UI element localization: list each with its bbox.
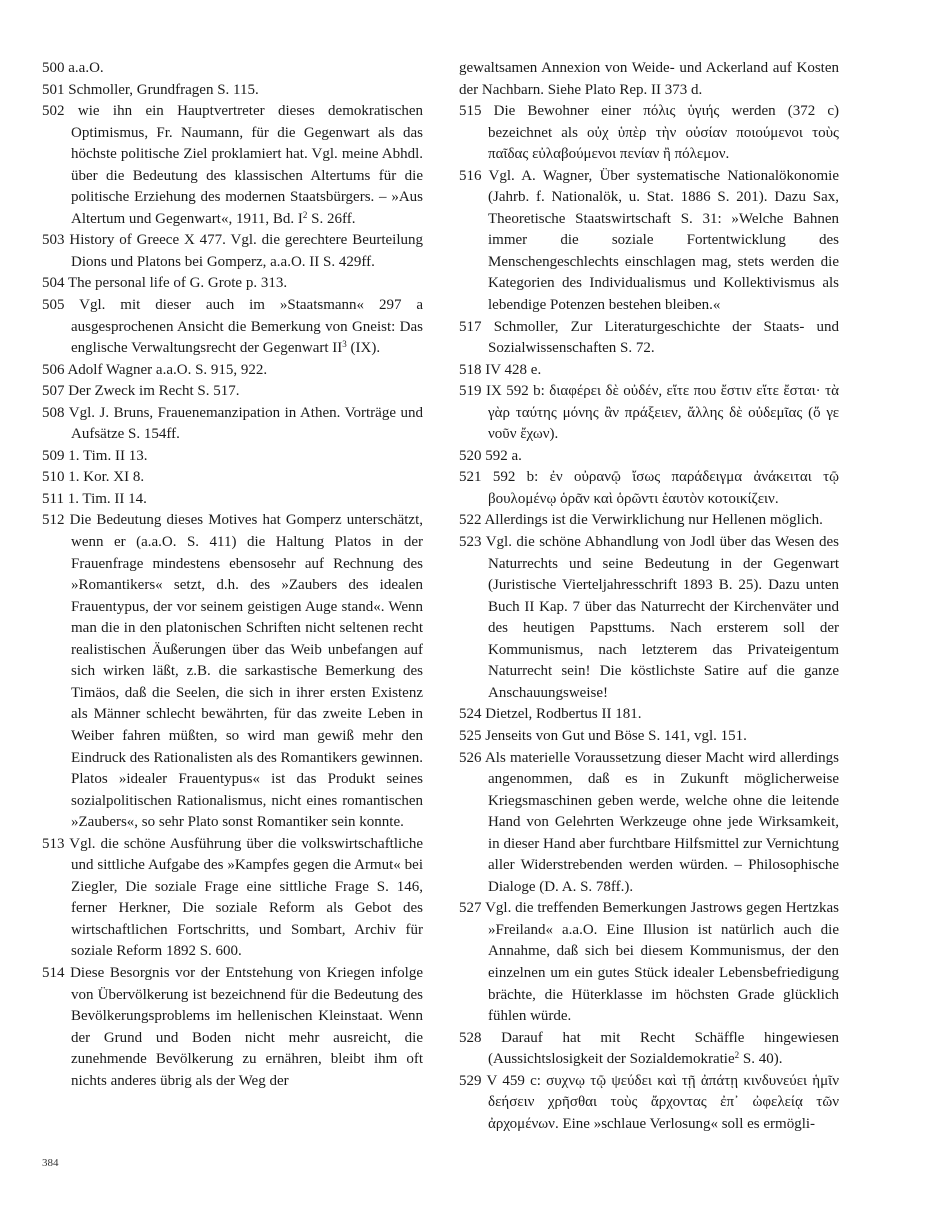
footnote bbox=[42, 510, 423, 833]
footnote-text: 1. Tim. II 14. bbox=[67, 490, 147, 507]
footnote-number: 506 bbox=[42, 361, 65, 378]
footnote-superscript: 3 bbox=[342, 339, 347, 350]
footnote bbox=[42, 446, 423, 468]
footnote-number: 528 bbox=[459, 1029, 482, 1046]
footnote-text: Dietzel, Rodbertus II 181. bbox=[485, 706, 642, 723]
footnote-number: 510 bbox=[42, 469, 65, 486]
footnote-number: 509 bbox=[42, 447, 65, 464]
footnote-text: 1. Kor. XI 8. bbox=[68, 469, 145, 486]
footnote-text: History of Greece X 477. Vgl. die gerechtere Beurteilung Dions und Platons bei Gomperz, a.a.O. II S. 429ff. bbox=[69, 232, 424, 270]
footnote-number: 522 bbox=[459, 512, 482, 529]
footnote-number: 529 bbox=[459, 1072, 482, 1089]
footnote-number: 524 bbox=[459, 706, 482, 723]
footnote-number: 502 bbox=[42, 103, 65, 120]
footnote bbox=[42, 58, 423, 80]
footnotes-left-column bbox=[42, 58, 423, 1092]
footnote-number: 517 bbox=[459, 318, 482, 335]
footnote-number: 507 bbox=[42, 383, 65, 400]
footnote bbox=[459, 166, 839, 317]
footnote-text: Der Zweck im Recht S. 517. bbox=[68, 383, 240, 400]
footnote-text: a.a.O. bbox=[68, 60, 104, 76]
footnote bbox=[42, 273, 423, 295]
footnote bbox=[459, 510, 839, 532]
footnote bbox=[459, 1071, 839, 1136]
footnote-text-tail: S. 26ff. bbox=[307, 210, 356, 227]
footnote-number: 501 bbox=[42, 81, 65, 98]
footnote-text: Vgl. die schöne Abhandlung von Jodl über das Wesen des Naturrechts und seine Bedeutung in der Gegenwart (Juristische Vierteljahresschrift 1893 B. 25). Dazu unten Buch II Kap. 7 über das Naturrecht der Kirchenväter und des heutigen Papsttums. Nach ersterem soll der Kommunismus, nach letzterem das Privateigentum Naturrecht sein! Die köstlichste Satire auf die ganze Anschauungsweise! bbox=[485, 534, 839, 701]
footnote-text: V 459 c: συχνῳ τῷ ψεύδει καὶ τῇ ἀπάτῃ κινδυνεύει ἡμῖν δεήσειν χρῆσθαι τοὺς ἄρχοντας ἐπ᾽ ὠφελείᾳ τῶν ἀρχομένων. Eine »schlaue Verlosung« soll es ermögli- bbox=[486, 1072, 840, 1132]
footnote-number: 512 bbox=[42, 512, 65, 529]
footnote bbox=[42, 403, 423, 446]
footnote-text: wie ihn ein Hauptvertreter dieses demokratischen Optimismus, Fr. Naumann, für die Gegenwart als das höchste politische Ziel proklamiert hat. Vgl. meine Abhdl. über die Bedeutung des klassischen Altertums für die politische Erziehung des modernen Staatsbürgers. – »Aus Altertum und Gegenwart«, 1911, Bd. I bbox=[71, 103, 424, 227]
footnote-number: 508 bbox=[42, 404, 65, 421]
footnote bbox=[459, 1028, 839, 1071]
footnote-number: 520 bbox=[459, 447, 482, 464]
footnote bbox=[42, 360, 423, 382]
footnote-number: 525 bbox=[459, 727, 482, 744]
footnote-text: Allerdings ist die Verwirklichung nur Hellenen möglich. bbox=[484, 512, 823, 529]
footnote-text: 592 a. bbox=[485, 447, 522, 464]
footnote bbox=[42, 80, 423, 102]
footnote-text: Schmoller, Zur Literaturgeschichte der Staats- und Sozialwissenschaften S. 72. bbox=[488, 318, 840, 357]
footnotes-right-column bbox=[459, 58, 839, 1135]
footnote bbox=[459, 748, 839, 899]
footnote-text-tail: (IX). bbox=[346, 340, 381, 357]
footnote-text: IX 592 b: διαφέρει δὲ οὐδέν, εἴτε που ἔστιν εἴτε ἔσται· τὰ γὰρ ταύτης μόνης ἂν πράξειεν, ἄλλης δὲ οὐδεμῖας (ὅ γε νοῦν ἔχων). bbox=[485, 383, 840, 443]
footnote-text: Die Bedeutung dieses Motives hat Gomperz unterschätzt, wenn er (a.a.O. S. 411) die Haltung Platos in der Frauenfrage mindestens ebensosehr auf Rechnung des »Romantikers« setzt, d.h. des »Zaubers des idealen Frauentypus, der vor seinem geistigen Auge stand«. Wenn man die in den platonischen Schriften nicht seltenen recht realistischen Äußerungen über das Weib unbefangen auf sich wirken läßt, z.B. die sarkastische Bemerkung des Timäos, daß die Seelen, die sich in ihrer ersten Existenz als Männer schlecht bewährten, für das zweite Leben in Weiber fahren müßten, so wird man gewiß mehr den Eindruck des Rationalisten als des Romantikers gewinnen. Platos »idealer Frauentypus« ist das Produkt seines sozialpolitischen Rationalismus, nicht eines romantischen »Zaubers«, so sehr Plato sonst Romantiker sein konnte. bbox=[69, 512, 424, 831]
footnote bbox=[459, 101, 839, 166]
footnote-continuation: gewaltsamen Annexion von Weide- und Ackerland auf Kosten der Nachbarn. Siehe Plato Rep. II 373 d. bbox=[459, 60, 839, 98]
footnote-number: 500 bbox=[42, 60, 65, 76]
footnote-text: Vgl. A. Wagner, Über systematische Nationalökonomie (Jahrb. f. Nationalök, u. Stat. 1886 S. 201). Dazu Sax, Theoretische Staatswirtschaft S. 31: »Welche Bahnen immer die soziale Fortentwicklung des Menschengeschlechts einschlagen mag, stets werden die Kategorien des Individualismus und Kollektivismus als lebendige Potenzen bestehen bleiben.« bbox=[488, 167, 840, 314]
footnote-text: Jenseits von Gut und Böse S. 141, vgl. 151. bbox=[485, 727, 747, 744]
footnote-number: 513 bbox=[42, 835, 65, 852]
footnote-text: The personal life of G. Grote p. 313. bbox=[67, 275, 288, 292]
footnote-text: Als materielle Voraussetzung dieser Macht wird allerdings angenommen, daß es in Zukunft möglicherweise Kriegsmaschinen geben werde, welche ohne die leitende Hand von Gelehrten Werkzeuge ohne jede Wirksamkeit, in dieser Hand aber furchtbare Hilfsmittel zur Vernichtung aller Widerstrebenden werden würden. – Philosophische Dialoge (D. A. S. 78ff.). bbox=[484, 749, 839, 895]
footnote-text: 1. Tim. II 13. bbox=[68, 447, 148, 464]
footnote-text: Darauf hat mit Recht Schäffle hingewiesen (Aussichtslosigkeit der Sozialdemokratie bbox=[488, 1029, 840, 1068]
footnote-text: Vgl. die treffenden Bemerkungen Jastrows gegen Hertzkas »Freiland« a.a.O. Eine Illusion ist natürlich auch die Annahme, daß sich bei diesem Kommunismus, der den einzelnen um ein gutes Stück idealer Lebensbefriedigung brächte, die Hüterklasse im höchsten Grade glücklich fühlen würde. bbox=[485, 900, 839, 1025]
footnote bbox=[42, 295, 423, 360]
footnote bbox=[459, 317, 839, 360]
footnote bbox=[459, 381, 839, 446]
footnote-number: 521 bbox=[459, 469, 482, 486]
footnote-number: 503 bbox=[42, 232, 65, 249]
footnote-number: 527 bbox=[459, 900, 482, 917]
footnote-number: 523 bbox=[459, 534, 482, 551]
footnote-number: 515 bbox=[459, 103, 482, 120]
footnote-number: 514 bbox=[42, 964, 65, 981]
footnote bbox=[42, 230, 423, 273]
footnote bbox=[459, 898, 839, 1027]
footnote bbox=[42, 489, 423, 511]
footnote bbox=[42, 834, 423, 963]
footnote bbox=[459, 360, 839, 382]
footnote bbox=[42, 381, 423, 403]
footnote-text-tail: S. 40). bbox=[739, 1051, 783, 1068]
footnote-text: Diese Besorgnis vor der Entstehung von Kriegen infolge von Übervölkerung ist bezeichnend für die Bedeutung des Bevölkerungsproblems im hellenischen Kleinstaat. Wenn der Grund und Boden nicht mehr ausreicht, die zunehmende Bevölkerung zu ernähren, bleibt ihm oft nichts anderes übrig als der Weg der bbox=[70, 964, 424, 1089]
footnote bbox=[459, 446, 839, 468]
footnote-text: Vgl. die schöne Ausführung über die volkswirtschaftliche und sittliche Aufgabe des »Kampfes gegen die Armut« bei Ziegler, Die soziale Frage eine sittliche Frage S. 146, ferner Herkner, Die soziale Reform als Gebot des wirtschaftlichen Fortschritts, und Sombart, Archiv für soziale Reform 1892 S. 600. bbox=[69, 835, 424, 960]
footnote-text: Vgl. mit dieser auch im »Staatsmann« 297 a ausgesprochenen Ansicht die Bemerkung von Gneist: Das englische Verwaltungsrecht der Gegenwart II bbox=[71, 297, 424, 357]
footnote bbox=[42, 101, 423, 230]
footnote-text: Schmoller, Grundfragen S. 115. bbox=[68, 81, 259, 98]
footnote bbox=[42, 467, 423, 489]
footnote-text: IV 428 e. bbox=[485, 361, 542, 378]
footnote bbox=[459, 726, 839, 748]
footnote-number: 504 bbox=[42, 275, 65, 292]
page-number: 384 bbox=[42, 1157, 59, 1169]
footnote-number: 516 bbox=[459, 167, 482, 184]
footnote bbox=[459, 532, 839, 704]
footnote-number: 518 bbox=[459, 361, 482, 378]
footnote-text: Vgl. J. Bruns, Frauenemanzipation in Athen. Vorträge und Aufsätze S. 154ff. bbox=[68, 404, 423, 443]
footnote-text: Die Bewohner einer πόλις ὑγιής werden (372 c) bezeichnet als οὐχ ὑπὲρ τὴν οὐσίαν ποιούμενοι τοὺς παῖδας εὐλαβούμενοι πενίαν ἢ πόλεμον. bbox=[488, 103, 840, 163]
footnote bbox=[459, 704, 839, 726]
footnote-number: 505 bbox=[42, 297, 65, 314]
footnote-number: 526 bbox=[459, 749, 482, 766]
footnote bbox=[42, 963, 423, 1092]
footnote-number: 519 bbox=[459, 383, 482, 400]
footnote-number: 511 bbox=[42, 490, 64, 507]
footnote-superscript: 2 bbox=[734, 1050, 740, 1061]
footnote-text: 592 b: ἐν οὐρανῷ ἴσως παράδειγμα ἀνάκειται τῷ βουλομένῳ ὁρᾶν καὶ ὁρῶντι ἑαυτὸν κοτοικίζειν. bbox=[488, 469, 839, 507]
footnote bbox=[459, 467, 839, 510]
footnote-superscript: 2 bbox=[302, 209, 308, 220]
footnote-text: Adolf Wagner a.a.O. S. 915, 922. bbox=[67, 361, 268, 378]
